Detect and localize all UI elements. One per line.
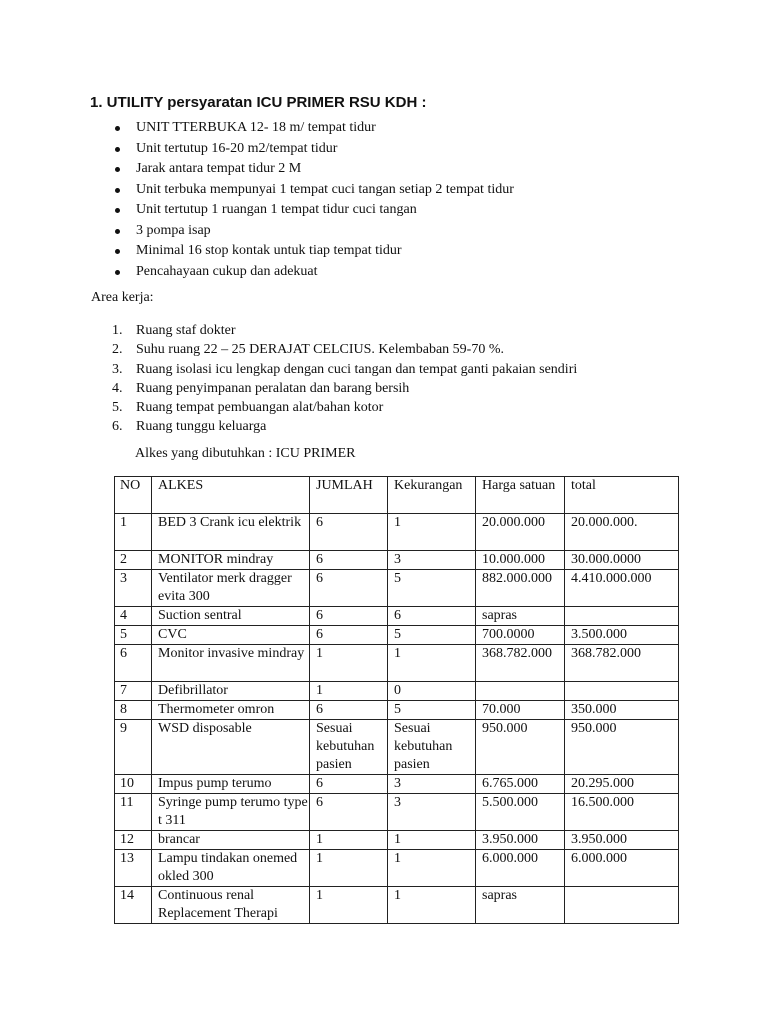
cell-harga: 10.000.000 xyxy=(476,551,565,570)
cell-alkes: Impus pump terumo xyxy=(152,775,310,794)
cell-alkes: Thermometer omron xyxy=(152,701,310,720)
cell-no: 2 xyxy=(115,551,152,570)
bullet-icon xyxy=(115,208,120,213)
cell-total: 4.410.000.000 xyxy=(565,570,679,607)
cell-kekurangan: 5 xyxy=(388,570,476,607)
cell-kekurangan: 5 xyxy=(388,626,476,645)
cell-alkes: WSD disposable xyxy=(152,720,310,775)
cell-jumlah: 6 xyxy=(310,607,388,626)
cell-jumlah: 6 xyxy=(310,794,388,831)
table-row xyxy=(115,645,679,682)
bullet-icon xyxy=(115,126,120,131)
table-header-row xyxy=(115,477,679,514)
cell-alkes: Suction sentral xyxy=(152,607,310,626)
cell-no: 6 xyxy=(115,645,152,682)
cell-harga: 882.000.000 xyxy=(476,570,565,607)
header-alkes: ALKES xyxy=(152,477,310,514)
table-row xyxy=(115,720,679,775)
table-row xyxy=(115,775,679,794)
cell-alkes: Defibrillator xyxy=(152,682,310,701)
area-kerja-label: Area kerja: xyxy=(91,290,154,305)
header-jumlah: JUMLAH xyxy=(310,477,388,514)
cell-no: 8 xyxy=(115,701,152,720)
cell-harga: 20.000.000 xyxy=(476,514,565,551)
cell-total: 368.782.000 xyxy=(565,645,679,682)
cell-no: 9 xyxy=(115,720,152,775)
cell-jumlah: 1 xyxy=(310,682,388,701)
cell-jumlah: 1 xyxy=(310,831,388,850)
cell-jumlah: 1 xyxy=(310,850,388,887)
cell-total: 16.500.000 xyxy=(565,794,679,831)
cell-kekurangan: 1 xyxy=(388,645,476,682)
list-item: Unit tertutup 1 ruangan 1 tempat tidur cuci tangan xyxy=(112,200,514,221)
cell-alkes: CVC xyxy=(152,626,310,645)
list-item: UNIT TTERBUKA 12- 18 m/ tempat tidur xyxy=(112,118,514,139)
list-item: 3. Ruang isolasi icu lengkap dengan cuci tangan dan tempat ganti pakaian sendiri xyxy=(112,361,578,377)
table-row xyxy=(115,701,679,720)
table-row xyxy=(115,514,679,551)
cell-jumlah: 1 xyxy=(310,887,388,924)
cell-kekurangan: 1 xyxy=(388,887,476,924)
table-row xyxy=(115,682,679,701)
cell-alkes: Syringe pump terumo type t 311 xyxy=(152,794,310,831)
cell-total: 350.000 xyxy=(565,701,679,720)
table-row xyxy=(115,887,679,924)
list-item: 3 pompa isap xyxy=(112,221,514,242)
cell-total: 950.000 xyxy=(565,720,679,775)
cell-alkes: Lampu tindakan onemed okled 300 xyxy=(152,850,310,887)
cell-no: 4 xyxy=(115,607,152,626)
cell-jumlah: 1 xyxy=(310,645,388,682)
cell-no: 10 xyxy=(115,775,152,794)
cell-jumlah: 6 xyxy=(310,701,388,720)
cell-harga: 3.950.000 xyxy=(476,831,565,850)
list-item: 1. Ruang staf dokter xyxy=(112,323,236,338)
cell-no: 7 xyxy=(115,682,152,701)
cell-harga xyxy=(476,682,565,701)
cell-alkes: Ventilator merk dragger evita 300 xyxy=(152,570,310,607)
cell-kekurangan: 6 xyxy=(388,607,476,626)
cell-kekurangan: 5 xyxy=(388,701,476,720)
cell-total xyxy=(565,607,679,626)
list-item: Unit tertutup 16-20 m2/tempat tidur xyxy=(112,139,514,160)
cell-harga: sapras xyxy=(476,607,565,626)
cell-total: 20.000.000. xyxy=(565,514,679,551)
cell-harga: 6.765.000 xyxy=(476,775,565,794)
list-item: 6. Ruang tunggu keluarga xyxy=(112,419,267,435)
cell-no: 1 xyxy=(115,514,152,551)
requirements-list xyxy=(112,118,514,282)
cell-alkes: Continuous renal Replacement Therapi xyxy=(152,887,310,924)
cell-total: 20.295.000 xyxy=(565,775,679,794)
table-row xyxy=(115,850,679,887)
list-item: 4. Ruang penyimpanan peralatan dan barang bersih xyxy=(112,380,410,396)
cell-harga: 6.000.000 xyxy=(476,850,565,887)
list-item: 5. Ruang tempat pembuangan alat/bahan kotor xyxy=(112,400,384,416)
header-total: total xyxy=(565,477,679,514)
alkes-table xyxy=(114,476,679,924)
section-heading: 1. UTILITY persyaratan ICU PRIMER RSU KDH : xyxy=(90,94,427,111)
cell-harga: 950.000 xyxy=(476,720,565,775)
cell-jumlah: 6 xyxy=(310,626,388,645)
list-item: Unit terbuka mempunyai 1 tempat cuci tangan setiap 2 tempat tidur xyxy=(112,180,514,201)
cell-no: 11 xyxy=(115,794,152,831)
bullet-icon xyxy=(115,188,120,193)
cell-jumlah: 6 xyxy=(310,570,388,607)
cell-alkes: MONITOR mindray xyxy=(152,551,310,570)
cell-jumlah: 6 xyxy=(310,514,388,551)
bullet-icon xyxy=(115,167,120,172)
cell-total xyxy=(565,887,679,924)
list-item: Minimal 16 stop kontak untuk tiap tempat tidur xyxy=(112,241,514,262)
list-item: 2. Suhu ruang 22 – 25 DERAJAT CELCIUS. Kelembaban 59-70 %. xyxy=(112,342,504,358)
cell-alkes: BED 3 Crank icu elektrik xyxy=(152,514,310,551)
table-row xyxy=(115,607,679,626)
header-harga: Harga satuan xyxy=(476,477,565,514)
table-row xyxy=(115,570,679,607)
cell-no: 5 xyxy=(115,626,152,645)
bullet-icon xyxy=(115,147,120,152)
cell-kekurangan: 3 xyxy=(388,551,476,570)
header-kekurangan: Kekurangan xyxy=(388,477,476,514)
table-row xyxy=(115,831,679,850)
table-row xyxy=(115,551,679,570)
cell-kekurangan: 3 xyxy=(388,794,476,831)
alkes-label: Alkes yang dibutuhkan : ICU PRIMER xyxy=(135,446,356,461)
header-no: NO xyxy=(115,477,152,514)
table-row xyxy=(115,626,679,645)
list-item: Pencahayaan cukup dan adekuat xyxy=(112,262,514,283)
cell-no: 13 xyxy=(115,850,152,887)
cell-harga: sapras xyxy=(476,887,565,924)
cell-jumlah: 6 xyxy=(310,551,388,570)
area-list xyxy=(112,321,577,437)
cell-no: 12 xyxy=(115,831,152,850)
bullet-icon xyxy=(115,270,120,275)
cell-total: 6.000.000 xyxy=(565,850,679,887)
bullet-icon xyxy=(115,249,120,254)
cell-jumlah: 6 xyxy=(310,775,388,794)
cell-kekurangan: 1 xyxy=(388,831,476,850)
cell-total: 3.950.000 xyxy=(565,831,679,850)
cell-kekurangan: 0 xyxy=(388,682,476,701)
cell-kekurangan: 3 xyxy=(388,775,476,794)
cell-no: 3 xyxy=(115,570,152,607)
list-item: Jarak antara tempat tidur 2 M xyxy=(112,159,514,180)
cell-harga: 70.000 xyxy=(476,701,565,720)
cell-harga: 5.500.000 xyxy=(476,794,565,831)
cell-harga: 368.782.000 xyxy=(476,645,565,682)
cell-no: 14 xyxy=(115,887,152,924)
cell-kekurangan: 1 xyxy=(388,514,476,551)
cell-alkes: brancar xyxy=(152,831,310,850)
cell-total: 30.000.0000 xyxy=(565,551,679,570)
cell-kekurangan: 1 xyxy=(388,850,476,887)
cell-harga: 700.0000 xyxy=(476,626,565,645)
cell-alkes: Monitor invasive mindray xyxy=(152,645,310,682)
table-row xyxy=(115,794,679,831)
bullet-icon xyxy=(115,229,120,234)
cell-total xyxy=(565,682,679,701)
cell-kekurangan: Sesuai kebutuhan pasien xyxy=(388,720,476,775)
cell-total: 3.500.000 xyxy=(565,626,679,645)
cell-jumlah: Sesuai kebutuhan pasien xyxy=(310,720,388,775)
